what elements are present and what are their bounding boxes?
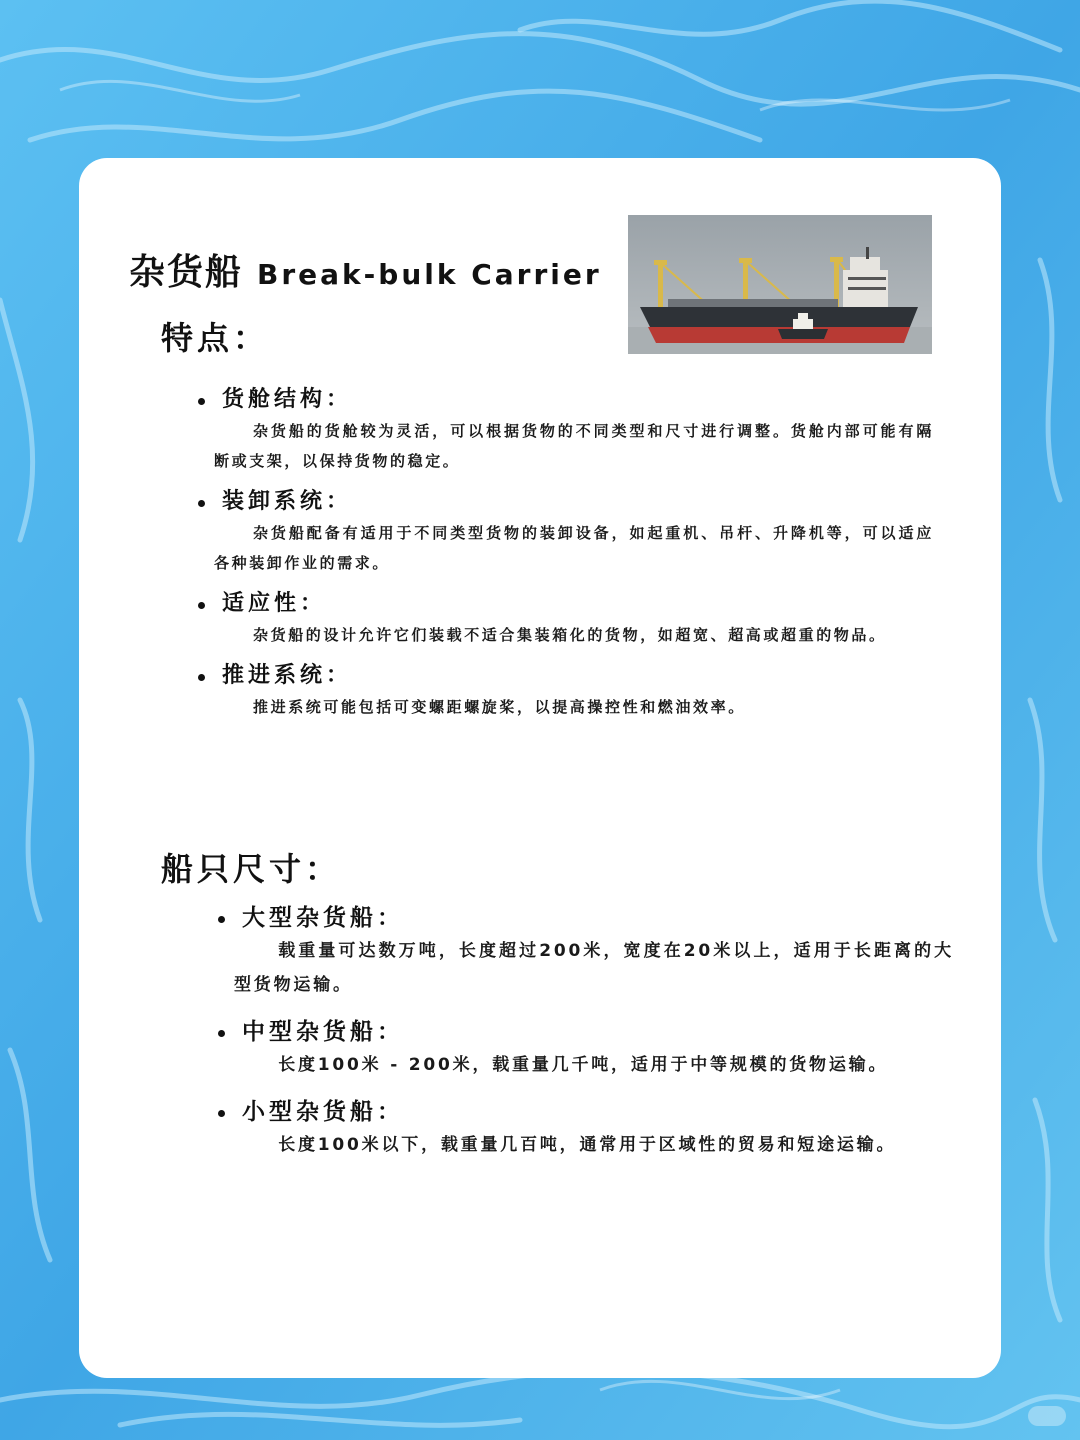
list-item xyxy=(214,902,954,1002)
page-title xyxy=(129,244,602,295)
item-description: 杂货船的货舱较为灵活，可以根据货物的不同类型和尺寸进行调整。货舱内部可能有隔断或支架，以保持货物的稳定。 xyxy=(214,422,934,470)
item-label: 中型杂货船： xyxy=(242,1019,404,1045)
sizes-heading: 船只尺寸： xyxy=(161,850,342,888)
bullet-icon xyxy=(198,602,205,609)
bullet-icon xyxy=(198,398,205,405)
bullet-icon xyxy=(218,1110,225,1117)
features-heading: 特点： xyxy=(161,319,270,357)
bullet-icon xyxy=(198,674,205,681)
item-description: 杂货船的设计允许它们装载不适合集装箱化的货物，如超宽、超高或超重的物品。 xyxy=(253,626,887,644)
title-chinese: 杂货船 xyxy=(129,252,244,293)
list-item xyxy=(194,588,934,650)
content-card xyxy=(79,158,1001,1378)
list-item xyxy=(214,1096,954,1162)
item-description: 推进系统可能包括可变螺距螺旋桨，以提高操控性和燃油效率。 xyxy=(253,698,746,716)
bullet-icon xyxy=(218,916,225,923)
list-item xyxy=(194,486,934,578)
item-description: 长度100米 - 200米，载重量几千吨，适用于中等规模的货物运输。 xyxy=(278,1055,889,1075)
item-description: 载重量可达数万吨，长度超过200米，宽度在20米以上，适用于长距离的大型货物运输。 xyxy=(234,941,954,995)
features-list xyxy=(194,384,934,732)
item-label: 大型杂货船： xyxy=(242,905,404,931)
item-label: 推进系统： xyxy=(222,663,353,688)
watermark-badge xyxy=(1028,1406,1066,1426)
ship-photo xyxy=(628,215,932,354)
item-label: 小型杂货船： xyxy=(242,1099,404,1125)
item-label: 装卸系统： xyxy=(222,489,353,514)
bullet-icon xyxy=(198,500,205,507)
sizes-list xyxy=(214,902,954,1176)
item-description: 杂货船配备有适用于不同类型货物的装卸设备，如起重机、吊杆、升降机等，可以适应各种装卸作业的需求。 xyxy=(214,524,934,572)
item-label: 适应性： xyxy=(222,591,327,616)
bullet-icon xyxy=(218,1030,225,1037)
item-description: 长度100米以下，载重量几百吨，通常用于区域性的贸易和短途运输。 xyxy=(278,1135,897,1155)
list-item xyxy=(194,660,934,722)
list-item xyxy=(194,384,934,476)
title-english: Break-bulk Carrier xyxy=(257,258,602,291)
item-label: 货舱结构： xyxy=(222,387,353,412)
list-item xyxy=(214,1016,954,1082)
